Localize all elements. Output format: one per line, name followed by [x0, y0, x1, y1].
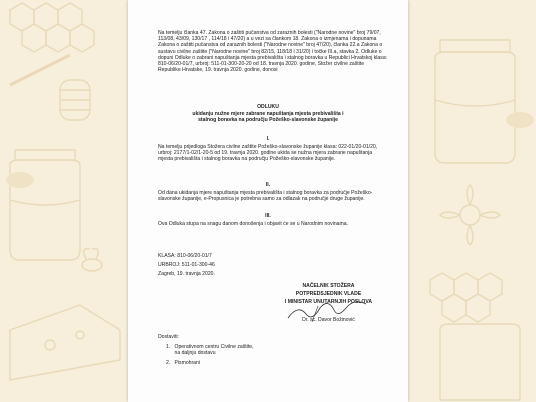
urbroj: URBROJ: 511-01-300-46 — [158, 262, 215, 268]
section-1-text: Na temelju prijedloga Stožera civilne zaštite Požeško-slavonske županije klasa: 022-01/20-01/20, urbroj: 2177/1-02/1-20-5 od 19. travnja 2020. godine ukida se nužna mjera zabrane napuštanja mjesta prebivališta i stalnog boravka na području Požeško-slavonske županije. — [158, 144, 378, 163]
document-page — [128, 0, 408, 402]
document-subtitle: ukidanju nužne mjere zabrane napuštanja mjesta prebivališta i stalnog boravka na području Požeško-slavonske županije — [192, 111, 344, 124]
signature-title-3: I MINISTAR UNUTARNJIH POSLOVA — [284, 299, 373, 305]
document-title: ODLUKU — [257, 104, 279, 110]
section-1-number: I. — [266, 136, 270, 142]
document-date: Zagreb, 19. travnja 2020. — [158, 271, 215, 277]
section-2-text: Od dana ukidanja mjere napuštanja mjesta prebivališta i stalnog boravka za područje Požeško-slavonske županije, e-Propusnica je potrebna samo za odlazak na područje druge županije. — [158, 190, 373, 203]
klasa: KLASA: 810-06/20-01/7 — [158, 253, 212, 259]
section-3-number: III. — [265, 213, 271, 219]
signature-title-1: NAČELNIK STOŽERA — [302, 283, 355, 289]
section-3-text: Ova Odluka stupa na snagu danom donošenja i objavit će se u Narodnim novinama. — [158, 221, 348, 227]
section-2-number: II. — [265, 182, 271, 188]
preamble-text: Na temelju članka 47. Zakona o zaštiti pučanstva od zaraznih bolesti ("Narodne novine" broj 79/07, 113/08, 43/09, 130/17 , 114/18 i 47/20) a u vezi sa člankom 18. Zakona o izmjenama i dopunama Zakona o zaštiti pučanstva od zaraznih bolesti ("Narodne novine" broj 47/20), članka 22.a Zakona o sustavu civilne zaštite ("Narodne novine" broj 82/15, 118/18 i 31/20) i točke III.a, stavka 2. Odluke o dopuni Odluke o zabrani napuštanja mjesta prebivališta i stalnog boravka u Republici Hrvatskoj klasa: 810-06/20-01/7, urbroj: 511-01-300-20-20 od 18. travnja 2020. godine, Stožer civilne zaštite Republike Hrvatske, 19. travnja 2020. godine, donosi — [158, 30, 388, 74]
signature-title-2: POTPREDSJEDNIK VLADE — [295, 291, 362, 297]
dostaviti-label: Dostaviti: — [158, 334, 179, 340]
dostaviti-item-1: 1. Operativnom centru Civilne zaštite, na daljnju dostavu — [166, 344, 254, 357]
dostaviti-item-2: 2. Pismohrani — [166, 360, 200, 366]
signatory-name: Dr. sc. Davor Božinović — [302, 317, 355, 323]
